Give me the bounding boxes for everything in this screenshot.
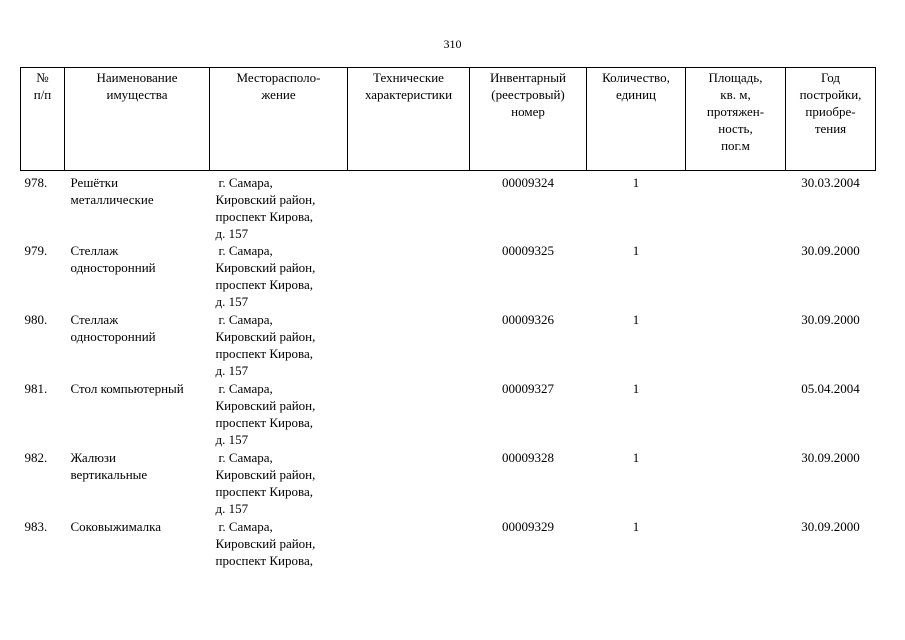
item-inventory: 00009325 <box>502 243 554 258</box>
header-inventory <box>470 68 587 171</box>
header-num <box>21 68 65 171</box>
header-line: Инвентарный <box>490 70 566 85</box>
location-line: проспект Кирова, <box>215 346 313 361</box>
header-line: (реестровый) <box>491 87 565 102</box>
item-quantity: 1 <box>632 243 640 258</box>
item-name-line: односторонний <box>70 260 156 275</box>
header-line: имущества <box>106 87 168 102</box>
item-name <box>65 311 210 380</box>
header-tech <box>348 68 470 171</box>
row-number: 982. <box>24 450 48 465</box>
item-date: 30.03.2004 <box>801 175 860 190</box>
item-tech <box>348 449 470 518</box>
header-line: пог.м <box>721 138 750 153</box>
table-row <box>21 380 876 449</box>
item-location <box>210 311 348 380</box>
item-inventory: 00009328 <box>502 450 554 465</box>
item-tech <box>348 518 470 570</box>
table-body <box>21 171 876 571</box>
header-line: постройки, <box>799 87 862 102</box>
table-row <box>21 171 876 243</box>
item-inventory: 00009327 <box>502 381 554 396</box>
location-line: г. Самара, <box>218 381 273 396</box>
item-location <box>210 242 348 311</box>
header-line: Площадь, <box>708 70 763 85</box>
header-line: Технические <box>373 70 444 85</box>
item-location <box>210 518 348 570</box>
item-inventory: 00009324 <box>502 175 554 190</box>
item-tech <box>348 311 470 380</box>
item-name-line: Стол компьютерный <box>70 381 184 396</box>
item-tech <box>348 171 470 243</box>
item-name-line: Стеллаж <box>70 243 119 258</box>
item-tech <box>348 242 470 311</box>
header-year <box>786 68 876 171</box>
table-row <box>21 518 876 570</box>
row-number: 979. <box>24 243 48 258</box>
item-location <box>210 449 348 518</box>
row-number: 981. <box>24 381 48 396</box>
item-area <box>686 380 786 449</box>
location-line: г. Самара, <box>218 243 273 258</box>
item-name <box>65 518 210 570</box>
location-line: Кировский район, <box>215 398 316 413</box>
header-line: Месторасполо- <box>236 70 321 85</box>
header-quantity <box>587 68 686 171</box>
item-date: 05.04.2004 <box>801 381 860 396</box>
item-name <box>65 171 210 243</box>
item-quantity: 1 <box>632 519 640 534</box>
item-date: 30.09.2000 <box>801 243 860 258</box>
page-number: 310 <box>443 37 462 51</box>
header-line: тения <box>814 121 847 136</box>
header-line: ность, <box>718 121 753 136</box>
header-line: Количество, <box>602 70 670 85</box>
item-name-line: вертикальные <box>70 467 148 482</box>
header-line: Наименование <box>96 70 178 85</box>
item-area <box>686 242 786 311</box>
location-line: проспект Кирова, <box>215 484 313 499</box>
item-quantity: 1 <box>632 312 640 327</box>
item-date: 30.09.2000 <box>801 450 860 465</box>
location-line: д. 157 <box>215 226 249 241</box>
header-line: п/п <box>33 87 52 102</box>
row-number: 983. <box>24 519 48 534</box>
header-line: Год <box>820 70 841 85</box>
item-inventory: 00009326 <box>502 312 554 327</box>
location-line: проспект Кирова, <box>215 553 313 568</box>
header-line: характеристики <box>364 87 453 102</box>
item-area <box>686 449 786 518</box>
location-line: Кировский район, <box>215 536 316 551</box>
item-area <box>686 518 786 570</box>
item-area <box>686 311 786 380</box>
table-row <box>21 311 876 380</box>
item-tech <box>348 380 470 449</box>
location-line: г. Самара, <box>218 450 273 465</box>
header-name <box>65 68 210 171</box>
row-number: 980. <box>24 312 48 327</box>
item-date: 30.09.2000 <box>801 519 860 534</box>
item-quantity: 1 <box>632 450 640 465</box>
location-line: Кировский район, <box>215 260 316 275</box>
item-date: 30.09.2000 <box>801 312 860 327</box>
item-name-line: Соковыжималка <box>70 519 162 534</box>
header-line: № <box>36 70 49 85</box>
location-line: д. 157 <box>215 294 249 309</box>
item-area <box>686 171 786 243</box>
table-header <box>21 68 876 171</box>
location-line: д. 157 <box>215 432 249 447</box>
item-name-line: металлические <box>70 192 154 207</box>
item-name <box>65 380 210 449</box>
location-line: проспект Кирова, <box>215 415 313 430</box>
location-line: проспект Кирова, <box>215 277 313 292</box>
item-name <box>65 242 210 311</box>
header-line: единиц <box>615 87 657 102</box>
location-line: г. Самара, <box>218 519 273 534</box>
item-name-line: односторонний <box>70 329 156 344</box>
location-line: д. 157 <box>215 501 249 516</box>
item-quantity: 1 <box>632 381 640 396</box>
header-area <box>686 68 786 171</box>
location-line: проспект Кирова, <box>215 209 313 224</box>
table-row <box>21 449 876 518</box>
header-line: номер <box>511 104 545 119</box>
item-location <box>210 380 348 449</box>
item-name-line: Стеллаж <box>70 312 119 327</box>
property-table <box>20 67 876 570</box>
table-row <box>21 242 876 311</box>
header-line: протяжен- <box>706 104 765 119</box>
item-location <box>210 171 348 243</box>
location-line: г. Самара, <box>218 175 273 190</box>
location-line: г. Самара, <box>218 312 273 327</box>
item-name-line: Решётки <box>70 175 119 190</box>
header-line: жение <box>261 87 296 102</box>
location-line: Кировский район, <box>215 329 316 344</box>
item-name <box>65 449 210 518</box>
header-line: приобре- <box>805 104 856 119</box>
location-line: Кировский район, <box>215 192 316 207</box>
location-line: д. 157 <box>215 363 249 378</box>
item-name-line: Жалюзи <box>70 450 116 465</box>
header-location <box>210 68 348 171</box>
row-number: 978. <box>24 175 48 190</box>
header-line: кв. м, <box>720 87 751 102</box>
item-quantity: 1 <box>632 175 640 190</box>
location-line: Кировский район, <box>215 467 316 482</box>
item-inventory: 00009329 <box>502 519 554 534</box>
